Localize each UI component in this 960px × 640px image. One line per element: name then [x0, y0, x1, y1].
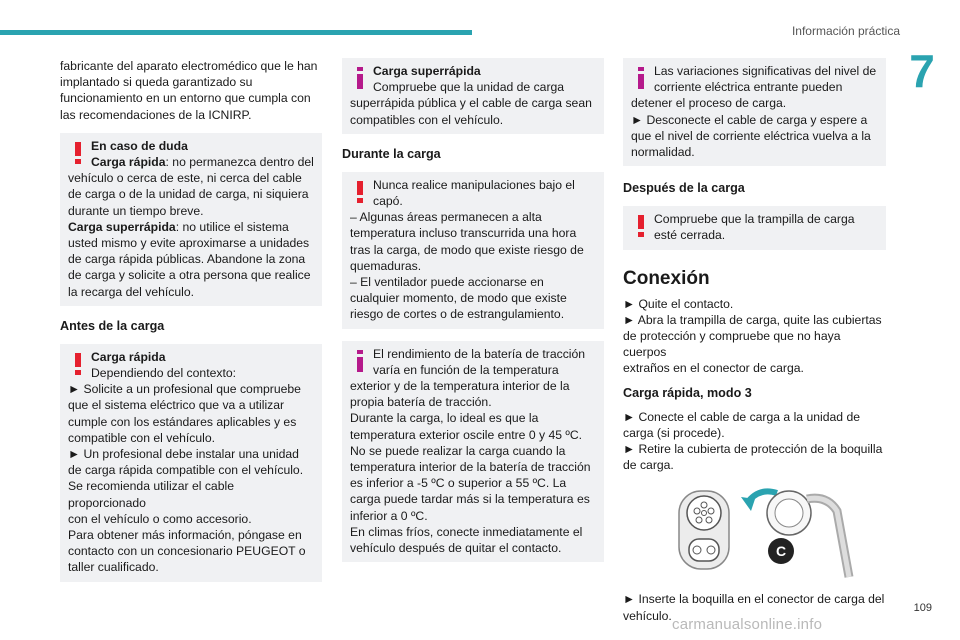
chapter-number: 7 — [909, 45, 935, 97]
info-box-variaciones: Las variaciones significativas del nivel de corriente eléctrica entrante pueden detener el proceso de carga. ► Desconecte el cable de carga y espere a que el nivel de corriente eléctrica vuelva a la normalidad. — [623, 58, 886, 166]
modo-3-steps: ► Conecte el cable de carga a la unidad de carga (si procede). ► Retire la cubierta de protección de la boquilla de carga. — [623, 409, 883, 473]
page-number: 109 — [913, 602, 932, 614]
warning-box-trampilla: Compruebe que la trampilla de carga esté cerrada. — [623, 206, 886, 249]
watermark: carmanualsonline.info — [672, 616, 823, 633]
info-icon — [352, 350, 368, 372]
info-box-rendimiento: El rendimiento de la batería de tracción varía en función de la temperatura exterior y de la temperatura interior de la propia batería de tracción. Durante la carga, lo ideal es que la temperatura exterior oscile entre 0 y 45 ºC. No se puede realizar la carga cuando la temperatura interior de la batería de tracción es inferior a -5 ºC o superior a 55 ºC. La carga puede tardar más si la temperatura es inferior a 0 ºC. En climas fríos, conecte inmediatamente el vehículo después de quitar el contacto. — [342, 341, 604, 563]
header-accent-bar — [0, 30, 472, 35]
column-3 — [623, 58, 886, 624]
heading-antes: Antes de la carga — [60, 318, 165, 333]
warning-exclamation-icon — [633, 215, 649, 237]
section-title-conexion: Conexión — [623, 267, 710, 289]
final-steps: ► Inserte la boquilla en el conector de carga del vehículo. — [623, 592, 885, 623]
heading-despues: Después de la carga — [623, 181, 745, 196]
heading-durante: Durante la carga — [342, 146, 441, 161]
warning-box-duda: En caso de duda Carga rápida: no permanezca dentro del vehículo o cerca de este, ni cerca del cable de carga o de la unidad de carga, ni siquiera durante un tiempo breve. Carga superrápida: no utilice el sistema usted mismo y evite aproximarse a unidades de carga rápida públicas. Abandone la zona de carga y solicite a otra persona que realice la recarga del vehículo. — [60, 133, 322, 306]
warning-box-carga-rapida: Carga rápida Dependiendo del contexto: ► Solicite a un profesional que compruebe que el sistema eléctrico que va a utilizar cumple con los estándares aplicables y es compatible con el vehículo. ► Un profesional debe instalar una unidad de carga rápida compatible con el vehículo. Se recomienda utilizar el cable proporcionado con el vehículo o como accesorio. Para obtener más información, póngase en contacto con un concesionario PEUGEOT o taller cualificado. — [60, 344, 322, 582]
warning-exclamation-icon — [70, 353, 86, 375]
conexion-steps: ► Quite el contacto. ► Abra la trampilla de carga, quite las cubiertas de protección y compruebe que no haya cuerpos extraños en el conector de carga. — [623, 296, 882, 376]
column-1 — [60, 58, 322, 592]
warning-exclamation-icon — [70, 142, 86, 164]
column-2 — [342, 58, 604, 572]
intro-text: fabricante del aparato electromédico que le han implantado si queda garantizado su funcionamiento en un entorno que cumpla con las recomendaciones de la ICNIRP. — [60, 59, 318, 122]
info-icon — [633, 67, 649, 89]
warning-box-capo: Nunca realice manipulaciones bajo el capó. – Algunas áreas permanecen a alta temperatura incluso transcurrida una hora tras la carga, de modo que existe riesgo de quemaduras. – El ventilador puede accionarse en cualquier momento, de modo que existe riesgo de cortes o de estrangulamiento. — [342, 172, 604, 329]
header-title: Información práctica — [791, 24, 900, 38]
info-box-superrapida: Carga superrápida Compruebe que la unidad de carga superrápida pública y el cable de carga sean compatibles con el vehículo. — [342, 58, 604, 134]
info-icon — [352, 67, 368, 89]
heading-modo-3: Carga rápida, modo 3 — [623, 385, 752, 400]
charging-connector-icon — [659, 481, 859, 581]
warning-exclamation-icon — [352, 181, 368, 203]
illustration-label-c: C — [775, 543, 787, 560]
connector-illustration — [659, 481, 859, 581]
